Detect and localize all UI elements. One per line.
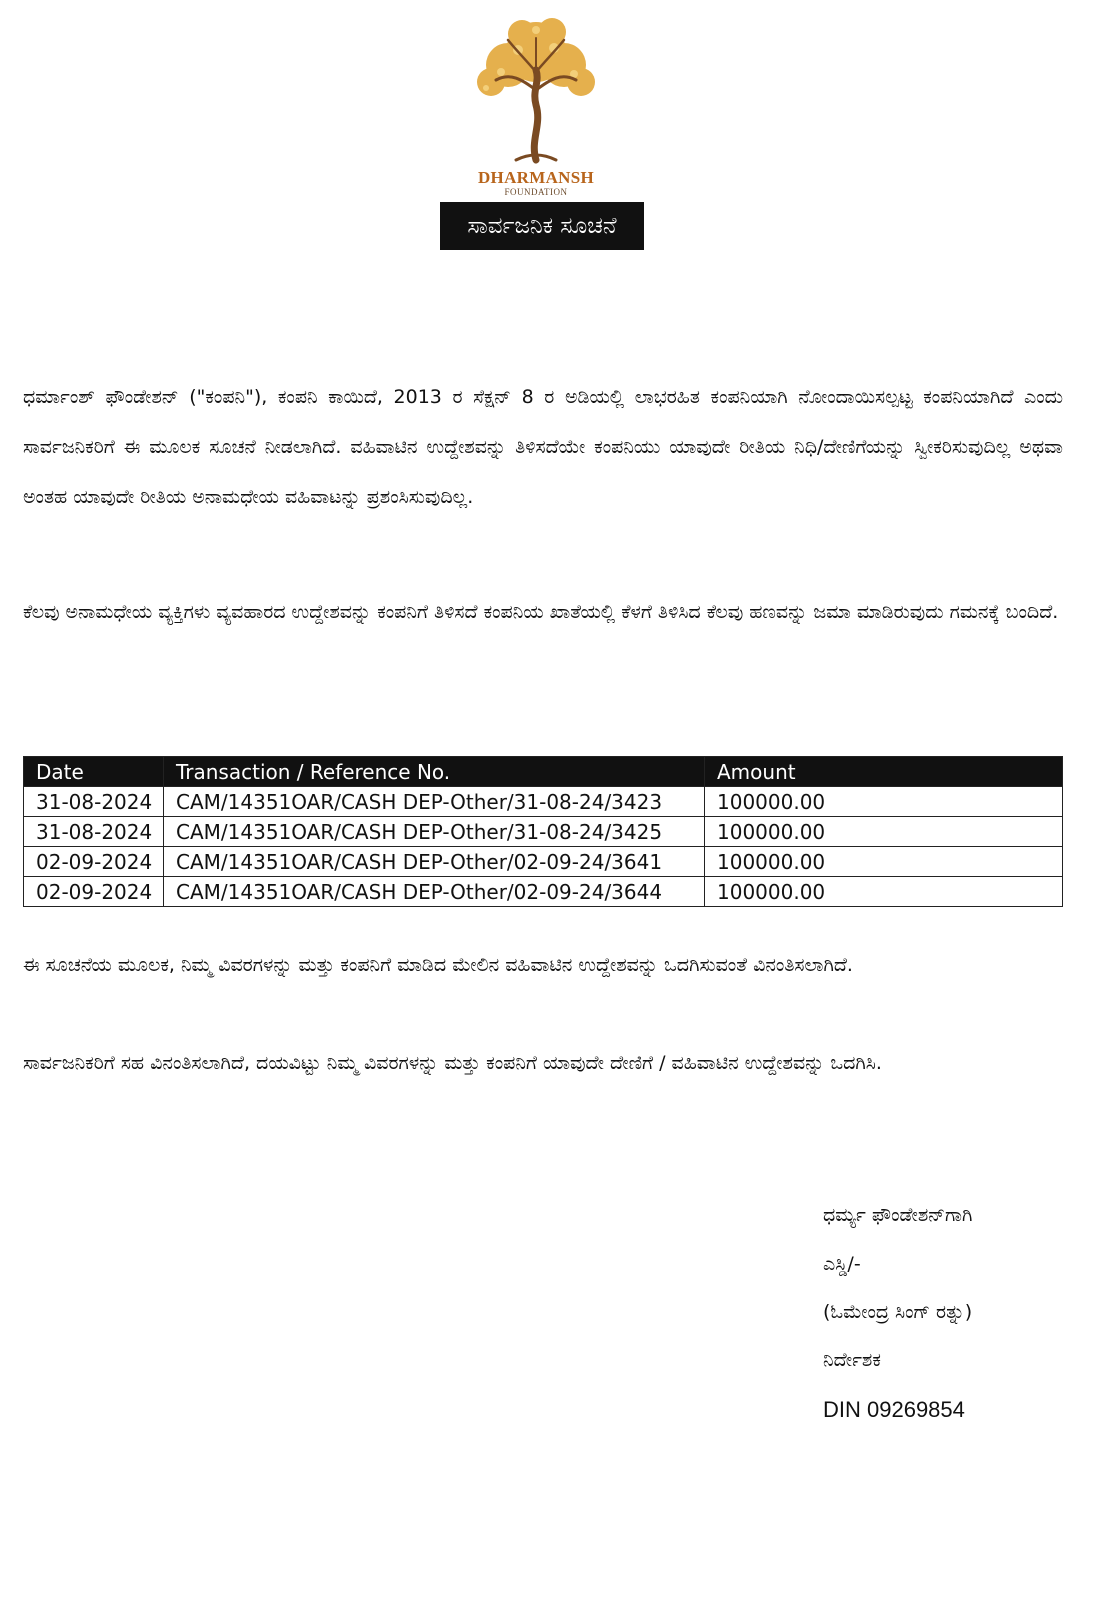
cell-amount: 100000.00 <box>705 877 1063 907</box>
column-header-date: Date <box>24 757 164 787</box>
cell-reference: CAM/14351OAR/CASH DEP-Other/02-09-24/3641 <box>164 847 705 877</box>
cell-amount: 100000.00 <box>705 787 1063 817</box>
dharmansh-logo <box>456 10 616 200</box>
cell-reference: CAM/14351OAR/CASH DEP-Other/31-08-24/3423 <box>164 787 705 817</box>
paragraph-anonymous-deposits: ಕೆಲವು ಅನಾಮಧೇಯ ವ್ಯಕ್ತಿಗಳು ವ್ಯವಹಾರದ ಉದ್ದೇಶವನ್ನು ಕಂಪನಿಗೆ ತಿಳಿಸದೆ ಕಂಪನಿಯ ಖಾತೆಯಲ್ಲಿ ಕೆಳಗೆ ತಿಳಿಸಿದ ಕೆಲವು ಹಣವನ್ನು ಜಮಾ ಮಾಡಿರುವುದು ಗಮನಕ್ಕೆ ಬಂದಿದೆ. <box>23 601 1059 623</box>
table-row <box>24 847 1063 877</box>
cell-amount: 100000.00 <box>705 817 1063 847</box>
paragraph-request: ಈ ಸೂಚನೆಯ ಮೂಲಕ, ನಿಮ್ಮ ವಿವರಗಳನ್ನು ಮತ್ತು ಕಂಪನಿಗೆ ಮಾಡಿದ ಮೇಲಿನ ವಹಿವಾಟಿನ ಉದ್ದೇಶವನ್ನು ಒದಗಿಸುವಂತೆ ವಿನಂತಿಸಲಾಗಿದೆ. <box>23 954 853 976</box>
paragraph-intro: ಧರ್ಮಾಂಶ್ ಫೌಂಡೇಶನ್ ("ಕಂಪನಿ"), ಕಂಪನಿ ಕಾಯಿದೆ, 2013 ರ ಸೆಕ್ಷನ್ 8 ರ ಅಡಿಯಲ್ಲಿ ಲಾಭರಹಿತ ಕಂಪನಿಯಾಗಿ ನೋಂದಾಯಿಸಲ್ಪಟ್ಟ ಕಂಪನಿಯಾಗಿದೆ ಎಂದು ಸಾರ್ವಜನಿಕರಿಗೆ ಈ ಮೂಲಕ ಸೂಚನೆ ನೀಡಲಾಗಿದೆ. ವಹಿವಾಟಿನ ಉದ್ದೇಶವನ್ನು ತಿಳಿಸದೆಯೇ ಕಂಪನಿಯು ಯಾವುದೇ ರೀತಿಯ ನಿಧಿ/ದೇಣಿಗೆಯನ್ನು ಸ್ವೀಕರಿಸುವುದಿಲ್ಲ ಅಥವಾ ಅಂತಹ ಯಾವುದೇ ರೀತಿಯ ಅನಾಮಧೇಯ ವಹಿವಾಟನ್ನು ಪ್ರಶಂಸಿಸುವುದಿಲ್ಲ. <box>23 386 1063 508</box>
cell-date: 31-08-2024 <box>24 787 164 817</box>
brand-subtitle: FOUNDATION <box>504 187 568 197</box>
cell-date: 31-08-2024 <box>24 817 164 847</box>
cell-amount: 100000.00 <box>705 847 1063 877</box>
signature-sd: ಎಸ್ಡಿ/- <box>823 1253 861 1275</box>
brand-name: DHARMANSH <box>477 168 595 187</box>
table-row <box>24 817 1063 847</box>
signatory-title: ನಿರ್ದೇಶಕ <box>823 1349 881 1371</box>
column-header-reference: Transaction / Reference No. <box>164 757 705 787</box>
cell-date: 02-09-2024 <box>24 877 164 907</box>
table-row <box>24 787 1063 817</box>
transactions-table <box>23 756 1063 907</box>
cell-date: 02-09-2024 <box>24 847 164 877</box>
column-header-amount: Amount <box>705 757 1063 787</box>
table-row <box>24 877 1063 907</box>
paragraph-public-request: ಸಾರ್ವಜನಿಕರಿಗೆ ಸಹ ವಿನಂತಿಸಲಾಗಿದೆ, ದಯವಿಟ್ಟು ನಿಮ್ಮ ವಿವರಗಳನ್ನು ಮತ್ತು ಕಂಪನಿಗೆ ಯಾವುದೇ ದೇಣಿಗೆ / ವಹಿವಾಟಿನ ಉದ್ದೇಶವನ್ನು ಒದಗಿಸಿ. <box>23 1052 882 1074</box>
signatory-name: (ಓಮೇಂದ್ರ ಸಿಂಗ್ ರತ್ನು) <box>823 1301 973 1323</box>
signature-for-line: ಧರ್ಮ್ಯ ಫೌಂಡೇಶನ್‌ಗಾಗಿ <box>823 1204 973 1226</box>
table-header-row <box>24 757 1063 787</box>
cell-reference: CAM/14351OAR/CASH DEP-Other/31-08-24/3425 <box>164 817 705 847</box>
tree-icon <box>456 10 616 178</box>
signatory-din: DIN 09269854 <box>823 1397 965 1422</box>
notice-title: ಸಾರ್ವಜನಿಕ ಸೂಚನೆ <box>440 202 644 250</box>
cell-reference: CAM/14351OAR/CASH DEP-Other/02-09-24/3644 <box>164 877 705 907</box>
